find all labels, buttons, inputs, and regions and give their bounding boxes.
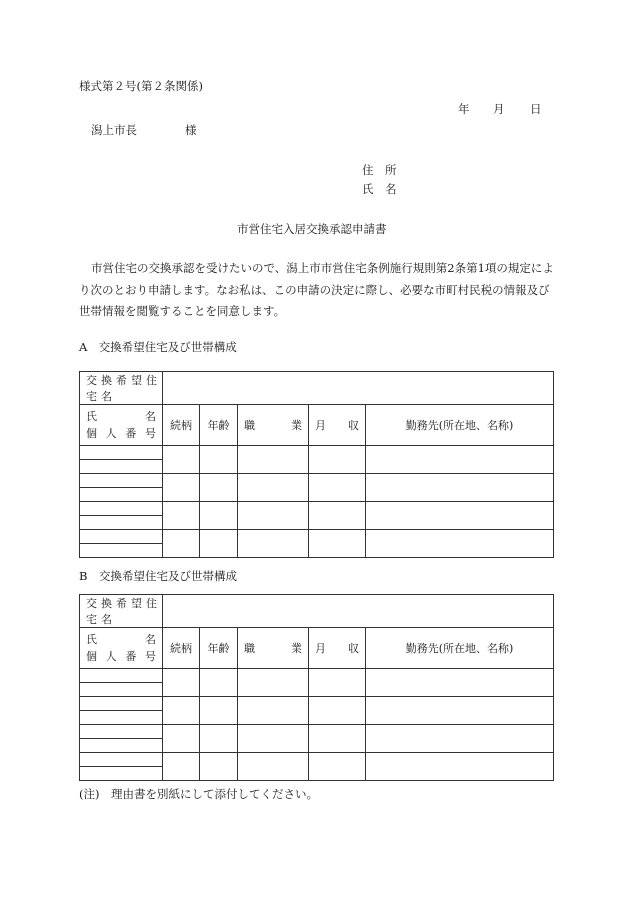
relation-header: 続柄 [163,628,200,669]
address-label: 住 所 [362,163,397,177]
occupation-header: 職 業 [238,628,309,669]
section-b-heading: B 交換希望住宅及び世帯構成 [79,569,237,583]
age-cell[interactable] [200,725,238,753]
income-cell[interactable] [309,530,366,558]
income-cell[interactable] [309,725,366,753]
member-id-cell[interactable] [80,711,163,725]
relation-cell[interactable] [163,669,200,697]
workplace-cell[interactable] [366,446,554,474]
occupation-cell[interactable] [238,446,309,474]
name-id-header: 氏 名 個 人 番 号 [80,628,163,669]
section-a-heading: A 交換希望住宅及び世帯構成 [79,340,237,354]
member-name-cell[interactable] [80,725,163,739]
income-cell[interactable] [309,669,366,697]
workplace-cell[interactable] [366,474,554,502]
house-name-label: 交換希望住宅名 [80,595,163,628]
occupation-cell[interactable] [238,753,309,781]
relation-cell[interactable] [163,502,200,530]
workplace-cell[interactable] [366,502,554,530]
footnote: (注) 理由書を別紙にして添付してください。 [79,787,318,801]
age-cell[interactable] [200,474,238,502]
member-name-cell[interactable] [80,502,163,516]
body-paragraph: 市営住宅の交換承認を受けたいので、潟上市市営住宅条例施行規則第2条第1項の規定により次のとおり申請します。なお私は、この申請の決定に際し、必要な市町村民税の情報及び世帯情報を閲覧することを同意します。 [79,261,554,318]
occupation-cell[interactable] [238,697,309,725]
member-name-cell[interactable] [80,446,163,460]
member-id-cell[interactable] [80,516,163,530]
member-id-cell[interactable] [80,544,163,558]
date-month-label: 月 [493,102,505,116]
relation-cell[interactable] [163,474,200,502]
relation-cell[interactable] [163,753,200,781]
member-id-cell[interactable] [80,683,163,697]
age-cell[interactable] [200,502,238,530]
age-cell[interactable] [200,669,238,697]
workplace-cell[interactable] [366,753,554,781]
income-cell[interactable] [309,753,366,781]
member-id-cell[interactable] [80,767,163,781]
addressee-honorific: 様 [185,123,197,137]
member-name-cell[interactable] [80,697,163,711]
name-id-header: 氏 名 個 人 番 号 [80,405,163,446]
age-cell[interactable] [200,446,238,474]
occupation-cell[interactable] [238,725,309,753]
age-cell[interactable] [200,530,238,558]
income-cell[interactable] [309,446,366,474]
age-header: 年齢 [200,405,238,446]
section-b-table [79,594,554,781]
workplace-header: 勤務先(所在地、名称) [366,405,554,446]
occupation-cell[interactable] [238,669,309,697]
age-header: 年齢 [200,628,238,669]
workplace-cell[interactable] [366,669,554,697]
member-id-cell[interactable] [80,739,163,753]
house-name-label: 交換希望住宅名 [80,372,163,405]
house-name-value[interactable] [163,595,554,628]
workplace-cell[interactable] [366,697,554,725]
member-id-cell[interactable] [80,460,163,474]
income-cell[interactable] [309,502,366,530]
section-a-table [79,371,554,558]
relation-cell[interactable] [163,697,200,725]
member-name-cell[interactable] [80,474,163,488]
addressee: 潟上市長 [91,123,137,137]
workplace-cell[interactable] [366,530,554,558]
member-name-cell[interactable] [80,530,163,544]
occupation-cell[interactable] [238,474,309,502]
house-name-value[interactable] [163,372,554,405]
member-name-cell[interactable] [80,669,163,683]
occupation-cell[interactable] [238,530,309,558]
document-title: 市営住宅入居交換承認申請書 [237,222,387,236]
income-header: 月 収 [309,405,366,446]
age-cell[interactable] [200,697,238,725]
age-cell[interactable] [200,753,238,781]
relation-cell[interactable] [163,446,200,474]
date-year-label: 年 [458,102,470,116]
workplace-cell[interactable] [366,725,554,753]
form-number: 様式第２号(第２条関係) [79,79,203,93]
workplace-header: 勤務先(所在地、名称) [366,628,554,669]
member-id-cell[interactable] [80,488,163,502]
member-name-cell[interactable] [80,753,163,767]
name-label: 氏 名 [362,182,397,196]
relation-cell[interactable] [163,530,200,558]
relation-header: 続柄 [163,405,200,446]
relation-cell[interactable] [163,725,200,753]
income-cell[interactable] [309,474,366,502]
occupation-header: 職 業 [238,405,309,446]
occupation-cell[interactable] [238,502,309,530]
date-day-label: 日 [530,102,542,116]
income-header: 月 収 [309,628,366,669]
income-cell[interactable] [309,697,366,725]
